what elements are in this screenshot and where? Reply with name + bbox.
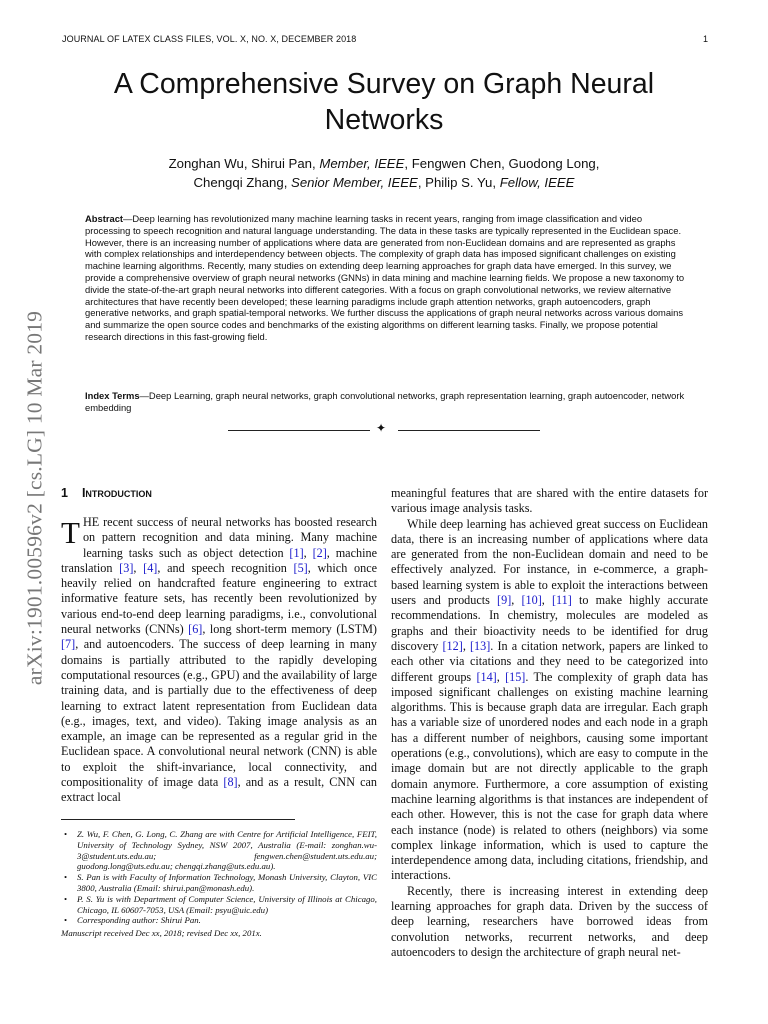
author-names: , Fengwen Chen, Guodong Long, bbox=[404, 156, 600, 171]
diamond-ornament-icon: ✦ bbox=[376, 421, 387, 435]
citation-link[interactable]: [10] bbox=[521, 593, 542, 608]
drop-cap: T bbox=[61, 515, 80, 550]
footnote-item: • Corresponding author: Shirui Pan. bbox=[61, 915, 377, 926]
body-text: , bbox=[511, 593, 522, 608]
divider-line-left bbox=[228, 430, 370, 431]
paper-title: A Comprehensive Survey on Graph Neural Networks bbox=[113, 68, 655, 136]
body-text: , bbox=[496, 669, 506, 684]
arxiv-identifier: arXiv:1901.00596v2 [cs.LG] 10 Mar 2019 bbox=[22, 310, 47, 686]
abstract bbox=[85, 213, 685, 343]
right-column bbox=[391, 486, 708, 960]
body-text: , bbox=[133, 560, 144, 575]
body-text: , long short-term memory (LSTM) bbox=[202, 622, 377, 637]
citation-link[interactable]: [15] bbox=[505, 669, 526, 684]
body-text: , bbox=[303, 545, 313, 560]
citation-link[interactable]: [11] bbox=[551, 593, 572, 608]
body-text: While deep learning has achieved great success on Euclidean data, there is an increasing number of applications where data are generated from the non-Euclidean domain and need to be effectively analyzed. For instance, in e-commerce, a graph-based learning system is able to exploit the interactions between users and products bbox=[391, 516, 708, 608]
body-text: . In a citation network, papers are linked to each other via citations and they need to be categorized into different groups bbox=[391, 638, 708, 684]
citation-link[interactable]: [1] bbox=[289, 545, 304, 560]
index-terms-text: —Deep Learning, graph neural networks, graph convolutional networks, graph representation learning, graph autoencoder, network embedding bbox=[85, 390, 685, 413]
body-text: , which once heavily relied on handcrafted feature engineering to extract informative feature sets, has recently been revolutionized by various end-to-end deep learning paradigms, i.e., convolutional neural networks (CNNs) bbox=[61, 560, 378, 637]
author-line-2 bbox=[60, 173, 708, 192]
body-text: . The complexity of graph data has imposed significant challenges on existing machine learning algorithms. This is because graph data are irregular. Each graph has a variable size of unordered nodes and each node in a graph has a different number of neighbors, causing some important operations (e.g., convolutions), which are easy to compute in the image domain but are not directly applicable to the graph domain anymore. Furthermore, a core assumption of existing machine learning algorithms is that instances are independent of each other. However, this is not the case for graph data where each instance (node) is related to others (neighbors) via some complex linkage information, which is used to capture the interdependence among data, including citations, friendship, and interactions. bbox=[391, 669, 708, 883]
footnote-item: • P. S. Yu is with Department of Computer Science, University of Illinois at Chicago, Chicago, IL 60607-7053, USA (Email: psyu@uic.edu) bbox=[61, 894, 377, 916]
body-text: , bbox=[462, 638, 470, 653]
footnote-item: • S. Pan is with Faculty of Information Technology, Monash University, Clayton, VIC 3800, Australia (Email: shirui.pan@monash.edu). bbox=[61, 872, 377, 894]
section-number: 1 bbox=[61, 486, 68, 500]
citation-link[interactable]: [9] bbox=[497, 593, 512, 608]
author-names: Chengqi Zhang, bbox=[193, 175, 292, 190]
left-column bbox=[61, 486, 377, 806]
running-header: JOURNAL OF LATEX CLASS FILES, VOL. X, NO. X, DECEMBER 2018 bbox=[62, 34, 357, 44]
citation-link[interactable]: [8] bbox=[223, 775, 238, 790]
author-list bbox=[60, 154, 708, 192]
footnote-rule bbox=[61, 819, 295, 820]
footnote-item: • Z. Wu, F. Chen, G. Long, C. Zhang are with Centre for Artificial Intelligence, FEIT, University of Technology Sydney, NSW 2007, Australia (E-mail: zonghan.wu-3@student.uts.edu.au; fengwen.chen@student.uts.edu.au; guodong.long@uts.edu.au; chengqi.zhang@uts.edu.au). bbox=[61, 829, 377, 872]
author-line-1 bbox=[60, 154, 708, 173]
citation-link[interactable]: [14] bbox=[476, 669, 497, 684]
author-role: Fellow, IEEE bbox=[499, 175, 575, 190]
index-terms bbox=[85, 390, 685, 414]
author-names: Zonghan Wu, Shirui Pan, bbox=[168, 156, 320, 171]
citation-link[interactable]: [3] bbox=[119, 560, 134, 575]
body-text: , machine translation bbox=[61, 545, 377, 575]
arxiv-stamp bbox=[20, 268, 50, 728]
abstract-text: —Deep learning has revolutionized many machine learning tasks in recent years, ranging from image classification and video processing to speech recognition and natural language understanding. The data in these tasks are typically represented in the Euclidean space. However, there is an increasing number of applications where data are generated from non-Euclidean domains and are represented as graphs with complex relationships and interdependency between objects. The complexity of graph data has imposed significant challenges on existing machine learning algorithms. Recently, many studies on extending deep learning approaches for graph data have emerged. In this survey, we provide a comprehensive overview of graph neural networks (GNNs) in data mining and machine learning fields. We propose a new taxonomy to divide the state-of-the-art graph neural networks into different categories. With a focus on graph convolutional networks, we review alternative architectures that have recently been developed; these learning paradigms include graph attention networks, graph autoencoders, graph generative networks, and graph spatial-temporal networks. We further discuss the applications of graph neural networks across various domains and summarize the open source codes and benchmarks of the existing algorithms on different learning tasks. Finally, we propose potential research directions in this fast-growing field. bbox=[85, 213, 685, 342]
body-text: , bbox=[541, 593, 552, 608]
section-heading bbox=[61, 486, 377, 501]
page-number: 1 bbox=[702, 34, 708, 44]
author-names: , Philip S. Yu, bbox=[417, 175, 500, 190]
author-role: Member, IEEE bbox=[319, 156, 405, 171]
citation-link[interactable]: [7] bbox=[61, 637, 76, 652]
section-divider bbox=[228, 423, 540, 437]
body-paragraph: meaningful features that are shared with the entire datasets for various image analysis tasks. bbox=[391, 486, 708, 516]
footnotes bbox=[61, 829, 377, 939]
citation-link[interactable]: [13] bbox=[469, 638, 491, 653]
author-role: Senior Member, IEEE bbox=[291, 175, 418, 190]
citation-link[interactable]: [4] bbox=[143, 560, 158, 575]
divider-line-right bbox=[398, 430, 540, 431]
section-title: Introduction bbox=[81, 486, 152, 500]
intro-paragraph bbox=[61, 515, 377, 806]
manuscript-note: Manuscript received Dec xx, 2018; revised Dec xx, 201x. bbox=[61, 928, 262, 939]
citation-link[interactable]: [6] bbox=[188, 622, 203, 637]
body-paragraph: Recently, there is increasing interest in extending deep learning approaches for graph data. Driven by the success of deep learning, researchers have borrowed ideas from convolution networks, recurrent networks, and deep autoencoders to design the architecture of graph neural net- bbox=[391, 883, 708, 959]
abstract-label: Abstract bbox=[85, 213, 124, 224]
index-terms-label: Index Terms bbox=[85, 390, 140, 401]
body-paragraph bbox=[391, 517, 708, 884]
body-text: , and speech recognition bbox=[157, 560, 294, 575]
body-text: HE recent success of neural networks has boosted research on pattern recognition and data mining. Many machine learning tasks such as object detection bbox=[82, 515, 377, 560]
citation-link[interactable]: [2] bbox=[312, 545, 327, 560]
body-text: , and autoencoders. The success of deep learning in many domains is partially attributed to the rapidly developing computational resources (e.g., GPU) and the availability of large training data, and is partially due to the effectiveness of deep learning to extract latent representation from Euclidean data (e.g., images, text, and video). Taking image analysis as an example, an image can be represented as a regular grid in the Euclidean space. A convolutional neural network (CNN) is able to exploit the shift-invariance, local connectivity, and compositionality of image data bbox=[61, 637, 377, 790]
body-text: to make highly accurate recommendations. In chemistry, molecules are modeled as graphs and their bioactivity needs to be identified for drug discovery bbox=[391, 593, 709, 653]
body-text: , and as a result, CNN can extract local bbox=[61, 775, 377, 805]
citation-link[interactable]: [12] bbox=[442, 638, 463, 653]
citation-link[interactable]: [5] bbox=[293, 560, 308, 575]
